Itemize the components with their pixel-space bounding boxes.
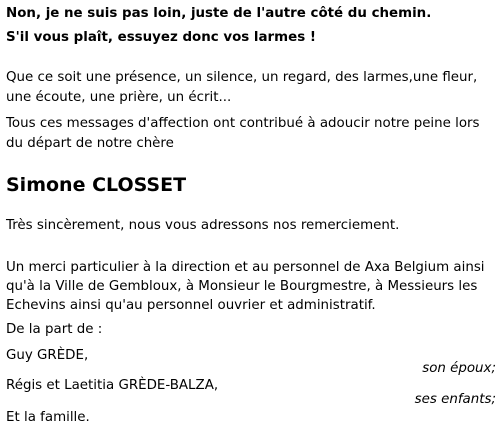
deceased-name: Simone CLOSSET: [6, 174, 187, 196]
paragraph1-line-1: Que ce soit une présence, un silence, un regard, des larmes,une fleur,: [6, 70, 478, 85]
paragraph3-line-2: qu'à la Ville de Gembloux, à Monsieur le Bourgmestre, à Messieurs les: [6, 279, 478, 294]
header-line-1: Non, je ne suis pas loin, juste de l'autre côté du chemin.: [6, 6, 432, 21]
signature-family: Et la famille.: [6, 410, 90, 425]
paragraph2-line-2: du départ de notre chère: [6, 136, 174, 151]
signature-person-1: Guy GRÈDE,: [6, 348, 89, 363]
paragraph3-line-1: Un merci particulier à la direction et au personnel de Axa Belgium ainsi: [6, 260, 485, 275]
thanks-line: Très sincèrement, nous vous adressons nos remerciement.: [6, 218, 400, 233]
thank-you-notice: [6, 0, 496, 434]
signature-role-1: son époux;: [422, 361, 496, 376]
signature-person-2: Régis et Laetitia GRÈDE-BALZA,: [6, 378, 219, 393]
paragraph2-line-1: Tous ces messages d'affection ont contribué à adoucir notre peine lors: [6, 116, 480, 131]
paragraph1-line-2: une écoute, une prière, un écrit...: [6, 90, 232, 105]
header-line-2: S'il vous plaît, essuyez donc vos larmes !: [6, 30, 316, 45]
paragraph3-line-3: Echevins ainsi qu'au personnel ouvrier et administratif.: [6, 298, 376, 313]
signature-intro: De la part de :: [6, 322, 103, 337]
signature-role-2: ses enfants;: [414, 392, 496, 407]
